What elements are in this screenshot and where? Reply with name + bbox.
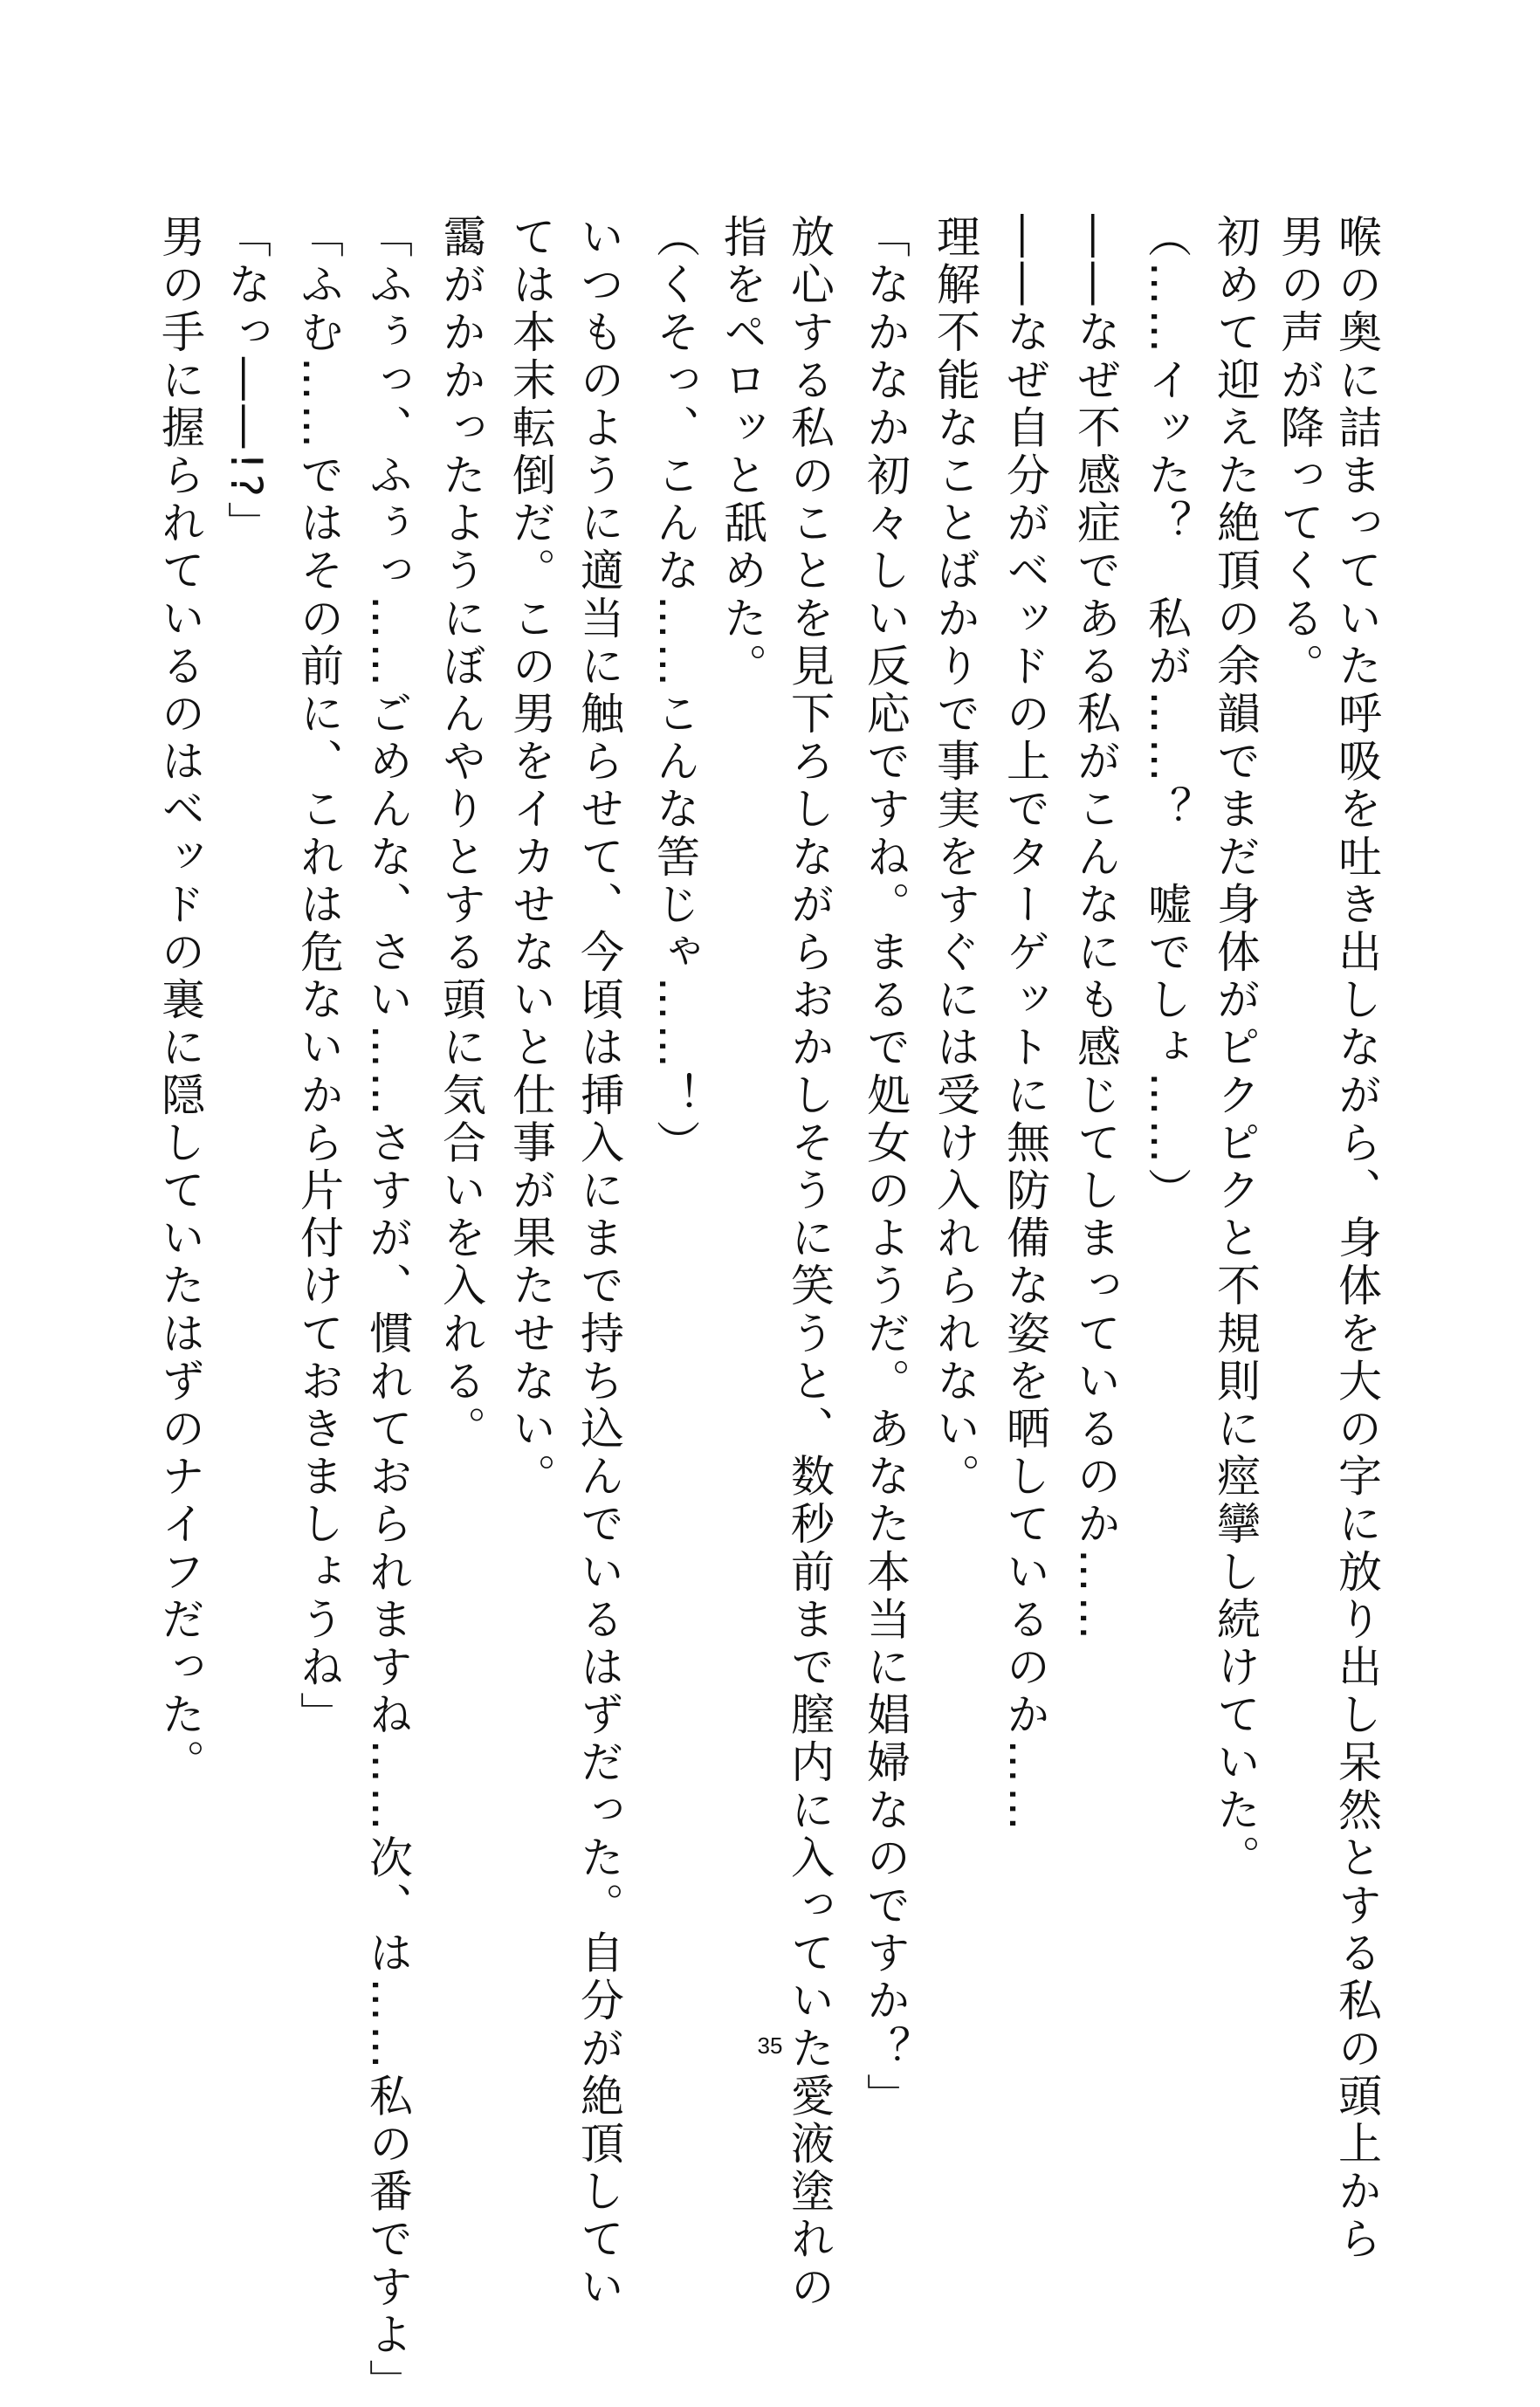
text-line-11: （くそっ、こんな……こんな筈じゃ……！）	[650, 214, 700, 1167]
text-line-7: 理解不能なことばかりで事実をすぐには受け入れられない。	[930, 214, 980, 1502]
text-line-6: ――なぜ自分がベッドの上でターゲットに無防備な姿を晒しているのか……	[1000, 214, 1050, 1835]
text-line-16: 「ふむ……ではその前に、これは危ないから片付けておきましょうね」	[293, 214, 344, 1740]
text-line-1: 喉の奥に詰まっていた呼吸を吐き出しながら、身体を大の字に放り出し呆然とする私の頭上から	[1331, 214, 1382, 2264]
text-line-10: 指をペロッと舐めた。	[717, 214, 767, 691]
text-line-9: 放心する私のことを見下ろしながらおかしそうに笑うと、数秒前まで膣内に入っていた愛液塗れの	[784, 214, 835, 2312]
text-line-15: 「ふぅっ、ふぅっ……ごめんな、さい……さすが、慣れておられますね……次、は……私の番ですよ」	[362, 214, 413, 2407]
page-number: 35	[757, 2032, 783, 2059]
text-line-14: 靄がかかったようにぼんやりとする頭に気合いを入れる。	[436, 214, 486, 1454]
text-line-8: 「なかなか初々しい反応ですね。まるで処女のようだ。あなた本当に娼婦なのですか？」	[860, 214, 911, 2121]
text-line-13: ては本末転倒だ。この男をイカせないと仕事が果たせない。	[505, 214, 556, 1502]
text-line-18: 男の手に握られているのはベッドの裏に隠していたはずのナイフだった。	[155, 214, 205, 1787]
text-line-4: （……イッた？ 私が……？ 嘘でしょ……）	[1141, 214, 1192, 1215]
text-line-2: 男の声が降ってくる。	[1274, 214, 1324, 691]
text-line-3: 初めて迎えた絶頂の余韻でまだ身体がピクピクと不規則に痙攣し続けていた。	[1210, 214, 1261, 1882]
text-line-5: ――なぜ不感症である私がこんなにも感じてしまっているのか……	[1070, 214, 1121, 1644]
text-line-17: 「なっ――!?」	[221, 214, 272, 549]
text-line-12: いつものように適当に触らせて、今頃は挿入にまで持ち込んでいるはずだった。自分が絶頂してい	[574, 214, 624, 2312]
